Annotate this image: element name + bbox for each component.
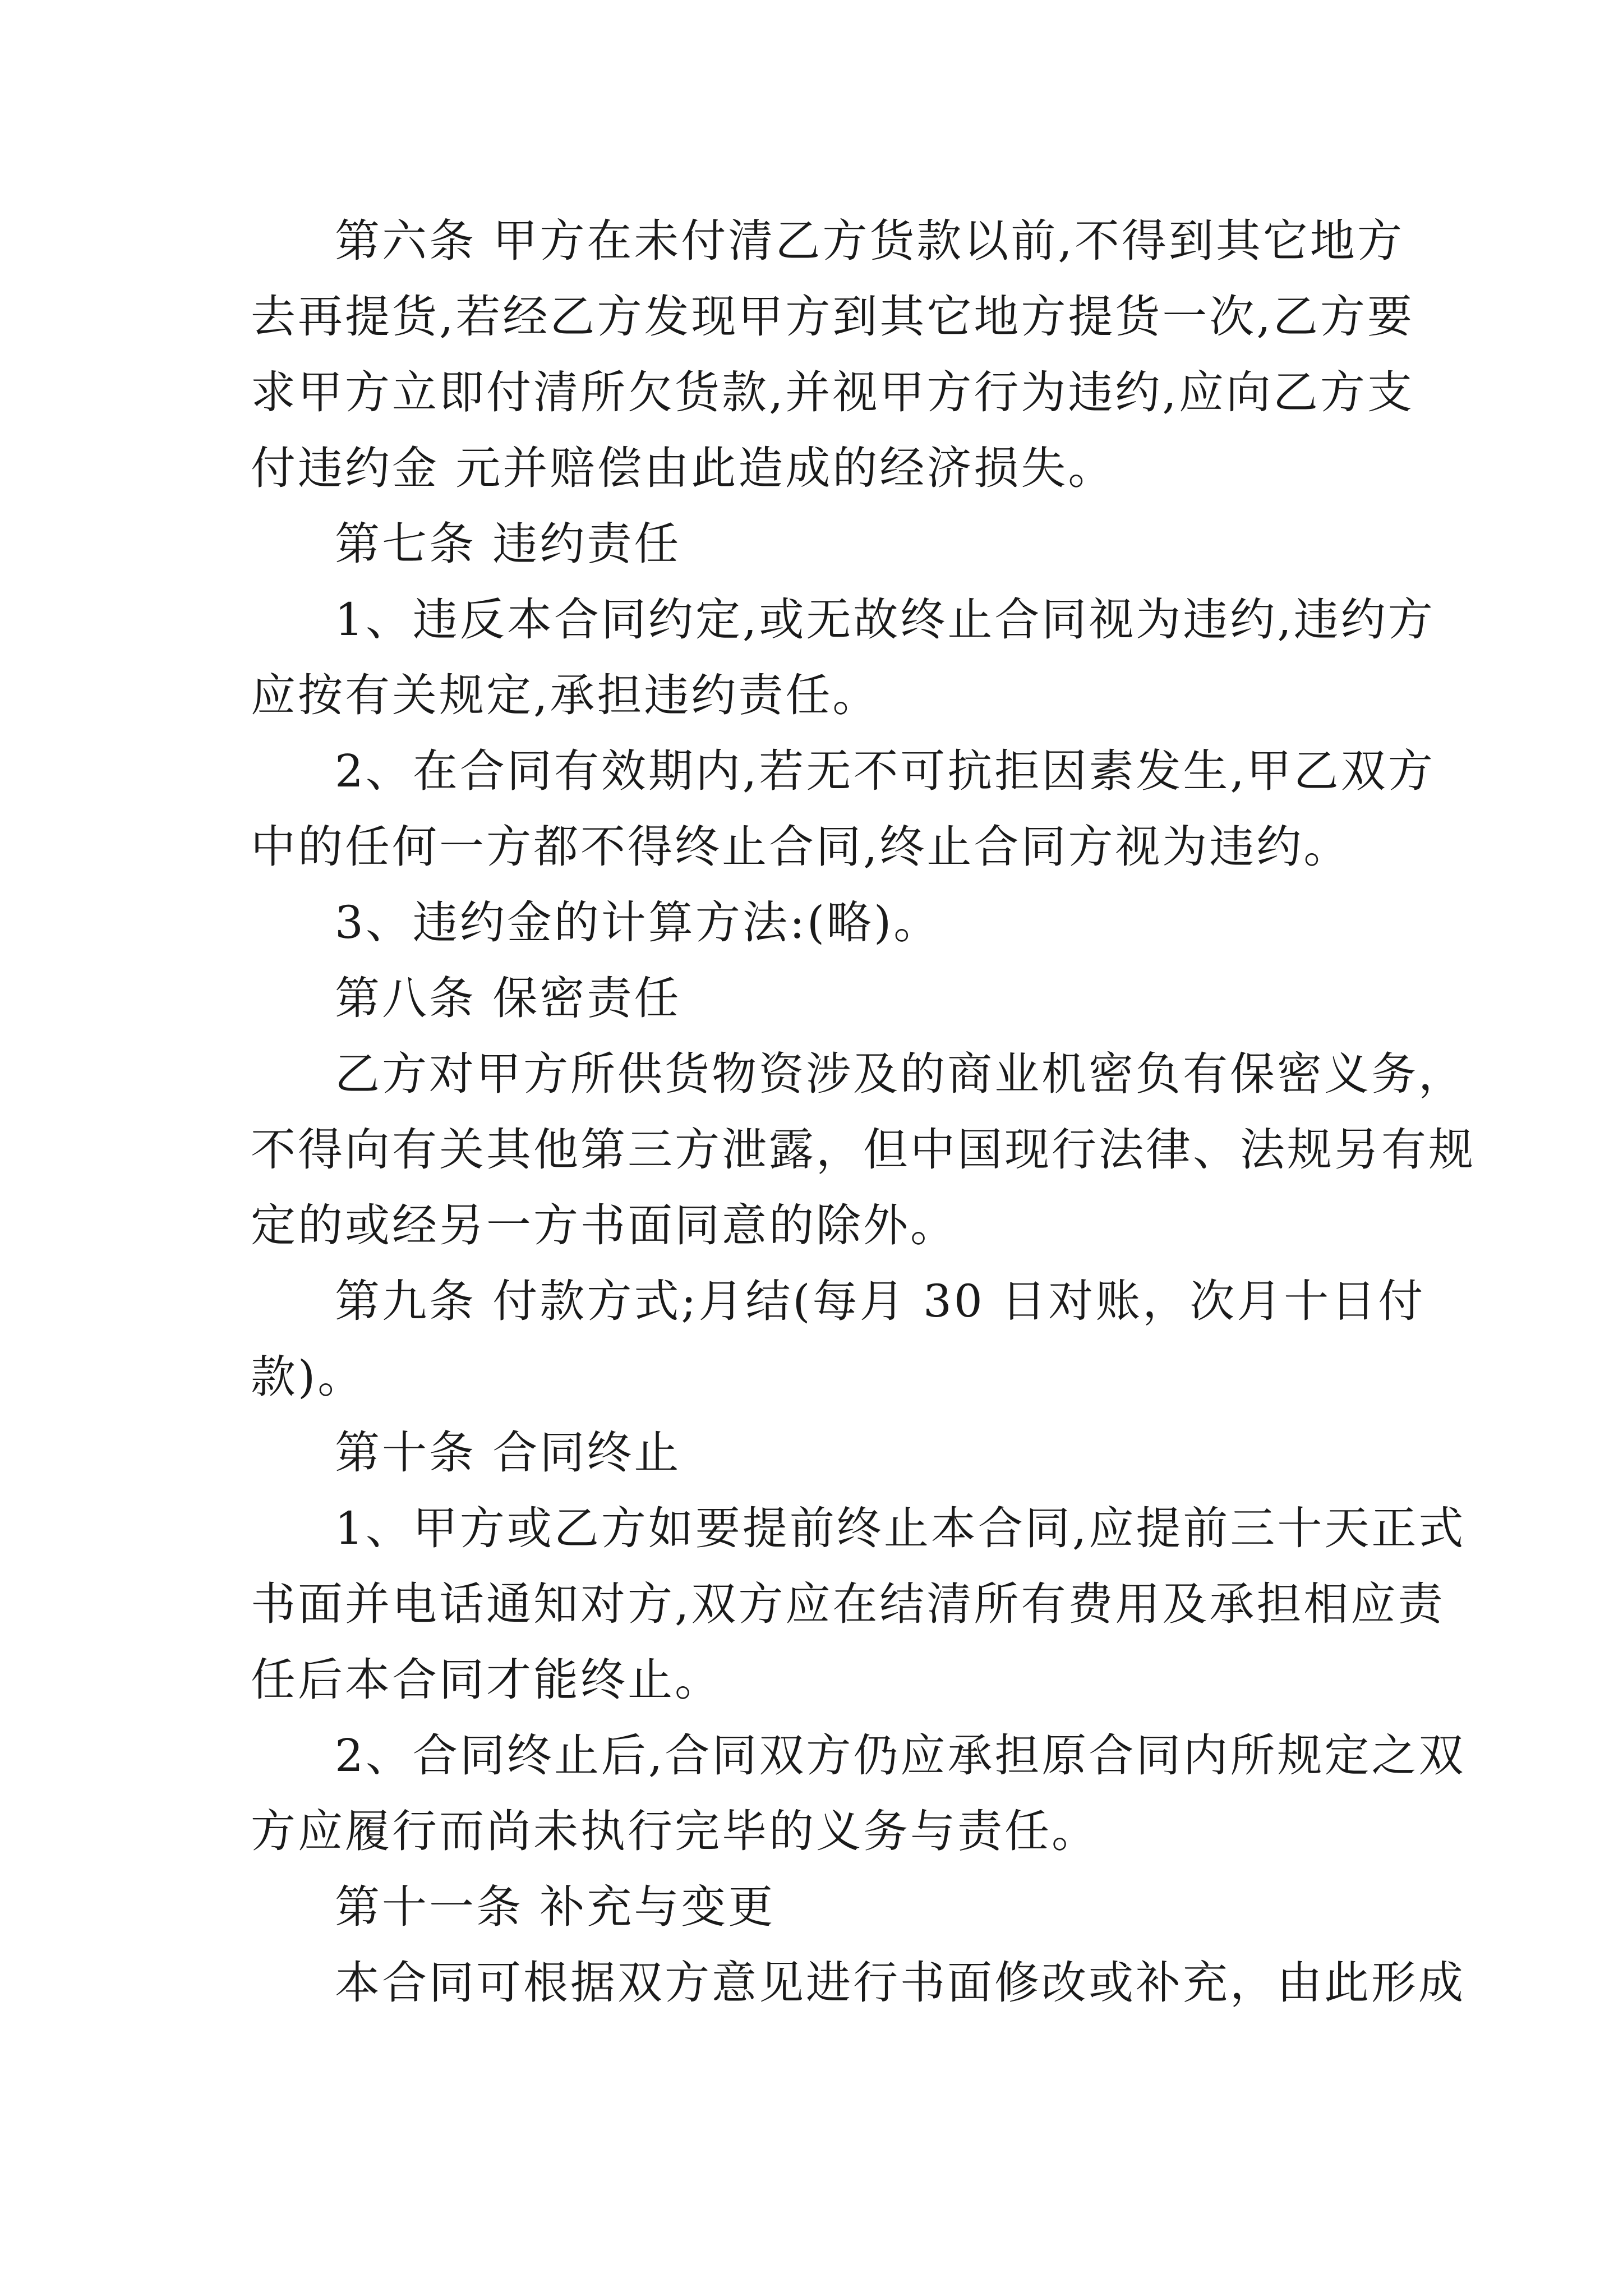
clause-10-item-2-line-1: 2、合同终止后,合同双方仍应承担原合同内所规定之双 [335,1729,1466,1782]
clause-8-line-2: 不得向有关其他第三方泄露，但中国现行法律、法规另有规 [251,1124,1476,1176]
clause-10-item-1-line-1: 1、甲方或乙方如要提前终止本合同,应提前三十天正式 [335,1502,1466,1554]
clause-10-item-2-line-2: 方应履行而尚未执行完毕的义务与责任。 [251,1805,1099,1857]
clause-8-line-1: 乙方对甲方所供货物资涉及的商业机密负有保密义务， [335,1048,1465,1100]
clause-11-line-1: 本合同可根据双方意见进行书面修改或补充，由此形成 [335,1957,1465,2009]
clause-8-heading: 第八条 保密责任 [335,972,681,1024]
clause-10-item-1-line-3: 任后本合同才能终止。 [251,1654,722,1706]
clause-7-item-2-line-2: 中的任何一方都不得终止合同,终止合同方视为违约。 [251,821,1351,873]
clause-11-heading: 第十一条 补充与变更 [335,1881,776,1933]
clause-9-line-1: 第九条 付款方式;月结(每月 30 日对账，次月十日付 [335,1275,1426,1327]
clause-8-line-3: 定的或经另一方书面同意的除外。 [251,1199,957,1251]
clause-7-heading: 第七条 违约责任 [335,518,681,570]
clause-7-item-3: 3、违约金的计算方法:(略)。 [335,896,941,949]
clause-7-item-2-line-1: 2、在合同有效期内,若无不可抗拒因素发生,甲乙双方 [335,745,1435,797]
clause-6-line-3: 求甲方立即付清所欠货款,并视甲方行为违约,应向乙方支 [251,366,1414,418]
clause-10-heading: 第十条 合同终止 [335,1427,681,1479]
clause-6-line-4: 付违约金 元并赔偿由此造成的经济损失。 [251,442,1115,494]
clause-6-line-2: 去再提货,若经乙方发现甲方到其它地方提货一次,乙方要 [251,291,1414,343]
clause-10-item-1-line-2: 书面并电话通知对方,双方应在结清所有费用及承担相应责 [251,1578,1445,1630]
clause-6-line-1: 第六条 甲方在未付清乙方货款以前,不得到其它地方 [335,215,1404,267]
clause-7-item-1-line-1: 1、违反本合同约定,或无故终止合同视为违约,违约方 [335,593,1435,646]
clause-7-item-1-line-2: 应按有关规定,承担违约责任。 [251,669,880,721]
clause-9-line-2: 款)。 [251,1351,365,1403]
